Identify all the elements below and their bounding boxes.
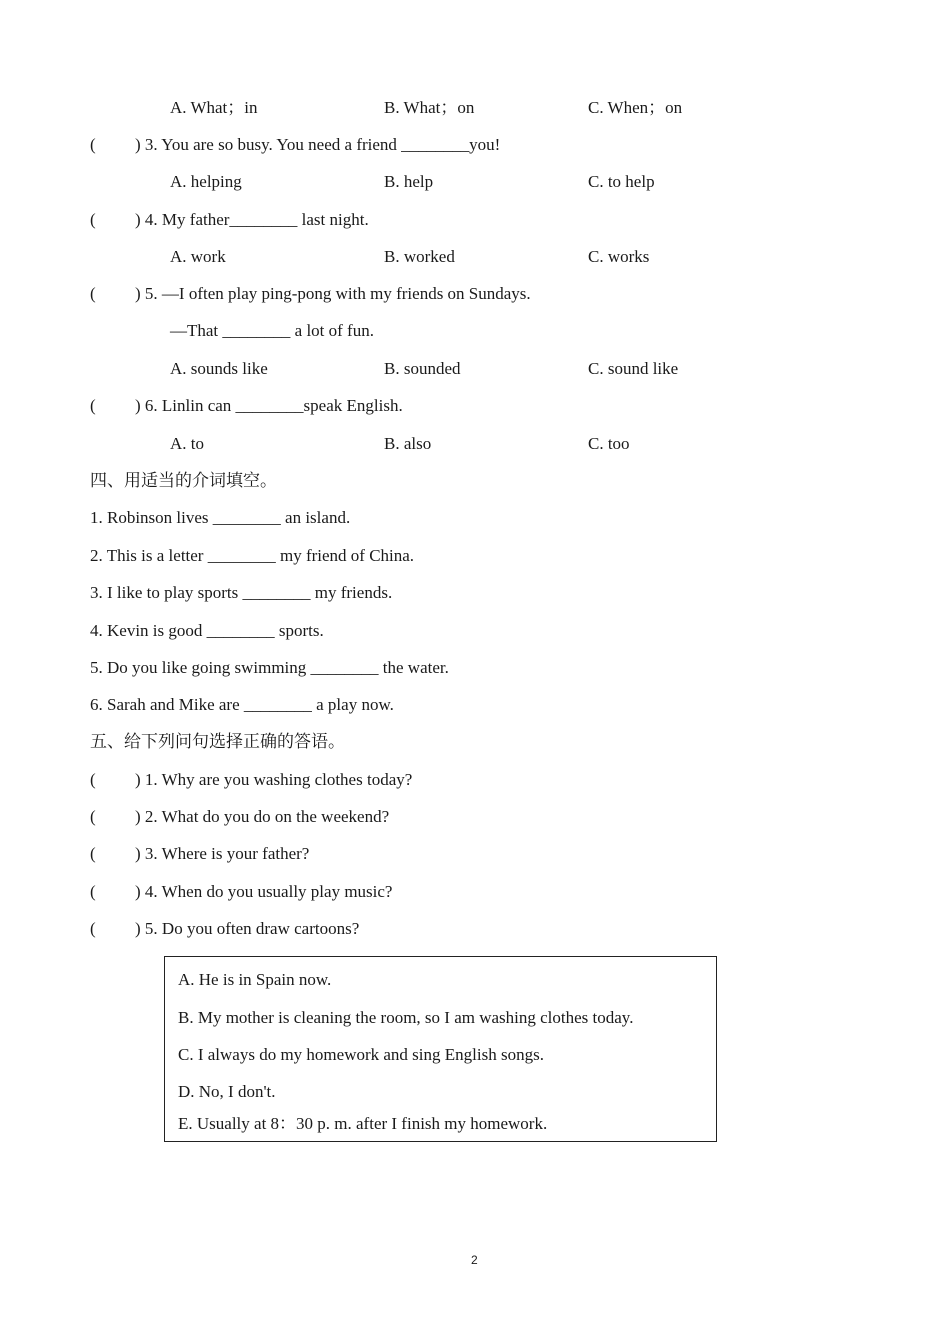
answer-choice: D. No, I don't. <box>178 1082 276 1101</box>
q6-option-c: C. too <box>588 434 630 453</box>
q6-option-a: A. to <box>170 434 204 453</box>
answer-paren: ( <box>90 844 96 863</box>
question-text: ) 2. What do you do on the weekend? <box>135 807 390 826</box>
question-text: ) 4. My father________ last night. <box>135 210 369 229</box>
q2-option-b: B. What；on <box>384 98 475 117</box>
question-text: ) 1. Why are you washing clothes today? <box>135 770 413 789</box>
q3-option-b: B. help <box>384 172 434 191</box>
q5-option-c: C. sound like <box>588 359 679 378</box>
q4-option-b: B. worked <box>384 247 455 266</box>
fill-item: 1. Robinson lives ________ an island. <box>90 508 351 527</box>
q6-option-b: B. also <box>384 434 432 453</box>
section-title: 四、用适当的介词填空。 <box>90 471 277 490</box>
q4-option-c: C. works <box>588 247 650 266</box>
answer-paren: ( <box>90 770 96 789</box>
answer-choice: A. He is in Spain now. <box>178 970 332 989</box>
answer-paren: ( <box>90 807 96 826</box>
question-text: ) 4. When do you usually play music? <box>135 882 393 901</box>
q5-option-b: B. sounded <box>384 359 461 378</box>
fill-item: 4. Kevin is good ________ sports. <box>90 621 324 640</box>
q2-option-c: C. When；on <box>588 98 683 117</box>
q3-option-c: C. to help <box>588 172 655 191</box>
question-text: ) 5. —I often play ping-pong with my friends on Sundays. <box>135 284 531 303</box>
question-text: ) 6. Linlin can ________speak English. <box>135 396 403 415</box>
answer-choice: E. Usually at 8：30 p. m. after I finish my homework. <box>178 1114 548 1133</box>
fill-item: 2. This is a letter ________ my friend of China. <box>90 546 415 565</box>
answer-paren: ( <box>90 919 96 938</box>
answer-paren: ( <box>90 396 96 415</box>
q5-option-a: A. sounds like <box>170 359 268 378</box>
question-text: ) 5. Do you often draw cartoons? <box>135 919 360 938</box>
answer-paren: ( <box>90 882 96 901</box>
question-text: ) 3. You are so busy. You need a friend ________you! <box>135 135 501 154</box>
answer-paren: ( <box>90 210 96 229</box>
question-text: ) 3. Where is your father? <box>135 844 310 863</box>
fill-item: 5. Do you like going swimming ________ the water. <box>90 658 449 677</box>
section-title: 五、给下列问句选择正确的答语。 <box>90 732 345 751</box>
q3-option-a: A. helping <box>170 172 242 191</box>
question-reply: —That ________ a lot of fun. <box>170 321 374 340</box>
q4-option-a: A. work <box>170 247 226 266</box>
fill-item: 3. I like to play sports ________ my friends. <box>90 583 393 602</box>
q2-option-a: A. What；in <box>170 98 258 117</box>
answer-choice: C. I always do my homework and sing English songs. <box>178 1045 544 1064</box>
answer-paren: ( <box>90 284 96 303</box>
answer-paren: ( <box>90 135 96 154</box>
page-number: 2 <box>471 1253 478 1267</box>
answer-choice: B. My mother is cleaning the room, so I am washing clothes today. <box>178 1008 634 1027</box>
fill-item: 6. Sarah and Mike are ________ a play now. <box>90 695 394 714</box>
